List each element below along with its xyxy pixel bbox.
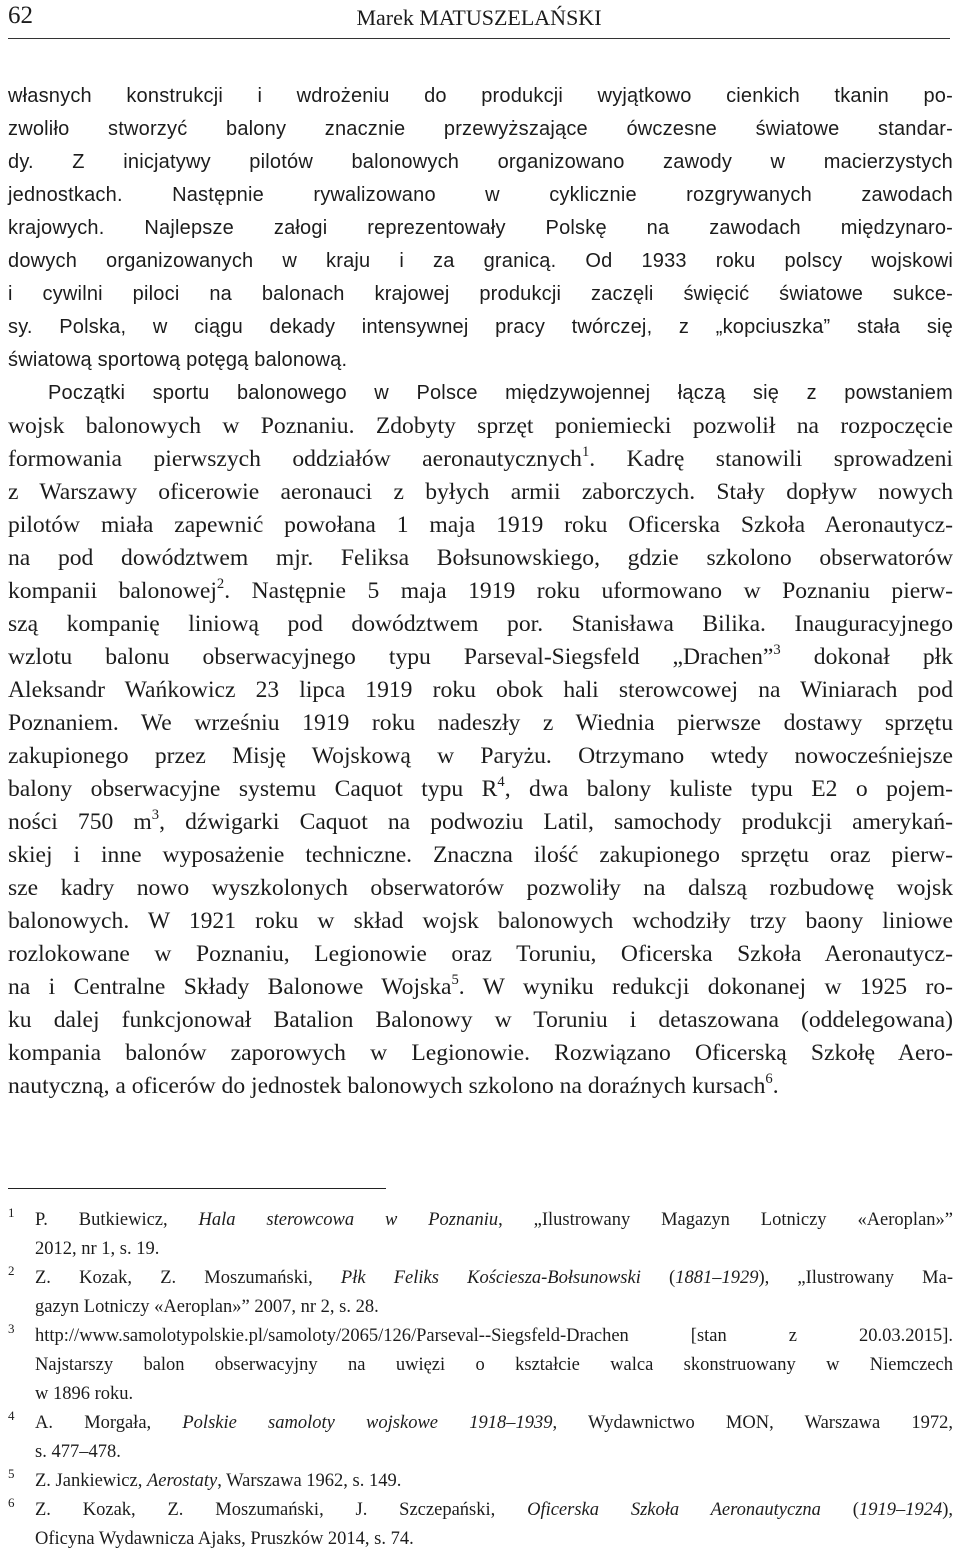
footnote-text: ( [820,1500,859,1520]
body-line [8,212,953,245]
body-line [8,806,953,839]
body-line [8,971,953,1004]
footnote-reference: 3 [773,642,781,659]
footnote [8,1467,953,1496]
footnote-reference: 6 [765,1071,773,1088]
body-line-text: zakupionego przez Misję Wojskową w Paryżu. Otrzymano wtedy nowocześniejsze [8,743,953,769]
footnote-number: 6 [8,1495,15,1510]
body-line [8,872,953,905]
footnote [8,1206,953,1264]
footnote [8,1264,953,1322]
page-number: 62 [8,2,33,29]
body-line [8,245,953,278]
body-line [8,344,953,377]
body-line-text: balony obserwacyjne systemu Caquot typu R [8,776,498,802]
header-rule [8,38,950,39]
footnote-text: Z. Jankiewicz, [35,1471,147,1491]
footnote-reference: 1 [581,444,590,461]
body-line [8,113,953,146]
body-line [8,1037,953,1070]
footnote-number: 1 [8,1205,15,1220]
footnote-line [8,1409,953,1438]
body-line-text: na i Centralne Składy Balonowe Wojska [8,974,452,1000]
body-line-text: kompanii balonowej [8,578,217,604]
body-line [8,641,953,674]
footnote-line [8,1206,953,1235]
body-line [8,938,953,971]
footnote-line [8,1438,953,1467]
footnote-reference: 4 [497,774,505,791]
footnote-separator [8,1188,386,1189]
footnote [8,1496,953,1554]
body-line-text-after: . Kadrę stanowili sprowadzeni [589,446,953,472]
footnotes [8,1206,953,1554]
footnote-text: Z. Kozak, Z. Moszumański, J. Szczepański, [35,1500,528,1520]
body-line-text: rozlokowane w Poznaniu, Legionowie oraz Toruniu, Oficerska Szkoła Aeronautycz- [8,941,953,967]
footnote [8,1322,953,1409]
footnote-text: w 1896 roku. [35,1384,134,1404]
footnote-title: Polskie samoloty wojskowe 1918–1939 [182,1413,553,1433]
body-line-text: zwoliło stworzyć balony znacznie przewyższające ówczesne światowe standar- [8,118,953,140]
body-line-text: Poznaniem. We wrześniu 1919 roku nadeszły z Wiednia pierwsze dostawy sprzętu [8,710,953,736]
footnote-text: ), „Ilustrowany Ma- [758,1268,953,1288]
page-header [8,2,950,38]
footnote-number: 3 [8,1321,15,1336]
body-line-text: formowania pierwszych oddziałów aeronautycznych [8,446,582,472]
footnote-text: s. 477–478. [35,1442,121,1462]
body-line [8,773,953,806]
footnote-reference: 2 [216,576,225,593]
footnote-title: Płk Feliks Kościesza-Bołsunowski [340,1268,641,1288]
body-line-text: światową sportową potęgą balonową. [8,349,348,371]
footnote-text: , Warszawa 1962, s. 149. [217,1471,402,1491]
body-line-text: wzlotu balonu obserwacyjnego typu Parseval-Siegsfeld „Drachen” [8,644,774,670]
footnote-line [8,1264,953,1293]
body-line [8,608,953,641]
body-line [8,1004,953,1037]
body-line-text-after: . [772,1073,779,1099]
body-line [8,542,953,575]
footnote-text: http://www.samolotypolskie.pl/samoloty/2065/126/Parseval--Siegsfeld-Drachen [stan z 20.03.2015]. [35,1326,953,1346]
footnote-text: , Wydawnictwo MON, Warszawa 1972, [552,1413,953,1433]
body-line [8,179,953,212]
body-line-text: krajowych. Najlepsze załogi reprezentowały Polskę na zawodach międzynaro- [8,217,953,239]
body-line [8,278,953,311]
body-line-text: pilotów miała zapewnić powołana 1 maja 1919 roku Oficerska Szkoła Aeronautycz- [8,512,953,538]
body-line [8,443,953,476]
body-line [8,509,953,542]
footnote-number: 4 [8,1408,15,1423]
footnote-number: 5 [8,1466,15,1481]
body-line-text: skiej i inne wyposażenie techniczne. Znaczna ilość zakupionego sprzętu oraz pierw- [8,842,953,868]
body-line-text: własnych konstrukcji i wdrożeniu do produkcji wyjątkowo cienkich tkanin po- [8,85,953,107]
body-line-text: dowych organizowanych w kraju i za granicą. Od 1933 roku polscy wojskowi [8,250,953,272]
body-line [8,146,953,179]
footnote-text: P. Butkiewicz, [35,1210,199,1230]
footnote-text: A. Morgała, [35,1413,183,1433]
body-line [8,377,953,410]
body-line-text: kompania balonów zaporowych w Legionowie. Rozwiązano Oficerską Szkołę Aero- [8,1040,953,1066]
body-text [8,80,953,1103]
body-line-text-after: dokonał płk [780,644,953,670]
footnote-line [8,1467,953,1496]
footnote-text: 2012, nr 1, s. 19. [35,1239,160,1259]
body-line [8,1070,953,1103]
footnote-title: Hala sterowcowa w Poznaniu [198,1210,499,1230]
footnote-number: 2 [8,1263,15,1278]
footnote-title: Oficerska Szkoła Aeronautyczna [527,1500,821,1520]
running-head: Marek MATUSZELAŃSKI [356,5,602,30]
footnote-text: ), [942,1500,953,1520]
footnote-line [8,1322,953,1351]
body-line [8,905,953,938]
body-line [8,674,953,707]
body-line-text: ności 750 m [8,809,152,835]
footnote-line [8,1496,953,1525]
body-line-text: i cywilni piloci na balonach krajowej produkcji zaczęli święcić światowe sukce- [8,283,953,305]
footnote-reference: 3 [151,807,160,824]
body-line [8,311,953,344]
body-line [8,740,953,773]
footnote-text: ( [640,1268,676,1288]
footnote-title: 1919–1924 [858,1500,943,1520]
body-line-text-after: , dźwigarki Caquot na podwoziu Latil, samochody produkcji amerykań- [159,809,954,835]
footnote [8,1409,953,1467]
footnote-line [8,1525,953,1554]
body-line [8,839,953,872]
body-line-text: balonowych. W 1921 roku w skład wojsk balonowych wchodziły trzy baony liniowe [8,908,953,934]
body-line-text: dy. Z inicjatywy pilotów balonowych organizowano zawody w macierzystych [8,151,953,173]
body-line [8,575,953,608]
body-line [8,476,953,509]
footnote-text: Najstarszy balon obserwacyjny na uwięzi o kształcie walca skonstruowany w Niemczech [35,1355,953,1375]
footnote-line [8,1293,953,1322]
body-line-text-after: . W wyniku redukcji dokonanej w 1925 ro- [458,974,953,1000]
body-line-text: Aleksandr Wańkowicz 23 lipca 1919 roku obok hali sterowcowej na Winiarach pod [8,677,953,703]
body-line-text: wojsk balonowych w Poznaniu. Zdobyty sprzęt poniemiecki pozwolił na rozpoczęcie [8,413,953,439]
body-line-text: ku dalej funkcjonował Batalion Balonowy w Toruniu i detaszowana (oddelegowana) [8,1007,953,1033]
footnote-text: Oficyna Wydawnicza Ajaks, Pruszków 2014, s. 74. [35,1529,414,1549]
body-line [8,80,953,113]
body-line-text: z Warszawy oficerowie aeronauci z byłych armii zaborczych. Stały dopływ nowych [8,479,953,505]
footnote-line [8,1351,953,1380]
footnote-line [8,1380,953,1409]
body-line-text: szą kompanię liniową pod dowództwem por. Stanisława Bilika. Inauguracyjnego [8,611,953,637]
body-line-text: sy. Polska, w ciągu dekady intensywnej pracy twórczej, z „kopciuszka” stała się [8,316,953,338]
body-line [8,410,953,443]
footnote-text: Z. Kozak, Z. Moszumański, [35,1268,341,1288]
body-line-text: sze kadry nowo wyszkolonych obserwatorów pozwoliły na dalszą rozbudowę wojsk [8,875,953,901]
body-line [8,707,953,740]
body-line-text: Początki sportu balonowego w Polsce międzywojennej łączą się z powstaniem [48,382,953,404]
footnote-title: Aerostaty [147,1471,218,1491]
body-line-text-after: , dwa balony kuliste typu E2 o pojem- [504,776,953,802]
body-line-text: jednostkach. Następnie rywalizowano w cyklicznie rozgrywanych zawodach [8,184,953,206]
footnote-reference: 5 [451,972,459,989]
body-line-text-after: . Następnie 5 maja 1919 roku uformowano w Poznaniu pierw- [224,578,953,604]
footnote-title: 1881–1929 [675,1268,759,1288]
footnote-text: , „Ilustrowany Magazyn Lotniczy «Aeroplan»” [498,1210,953,1230]
footnote-line [8,1235,953,1264]
body-line-text: na pod dowództwem mjr. Feliksa Bołsunowskiego, gdzie szkolono obserwatorów [8,545,953,571]
footnote-text: gazyn Lotniczy «Aeroplan»” 2007, nr 2, s. 28. [35,1297,379,1317]
body-line-text: nautyczną, a oficerów do jednostek balonowych szkolono na doraźnych kursach [8,1073,766,1099]
